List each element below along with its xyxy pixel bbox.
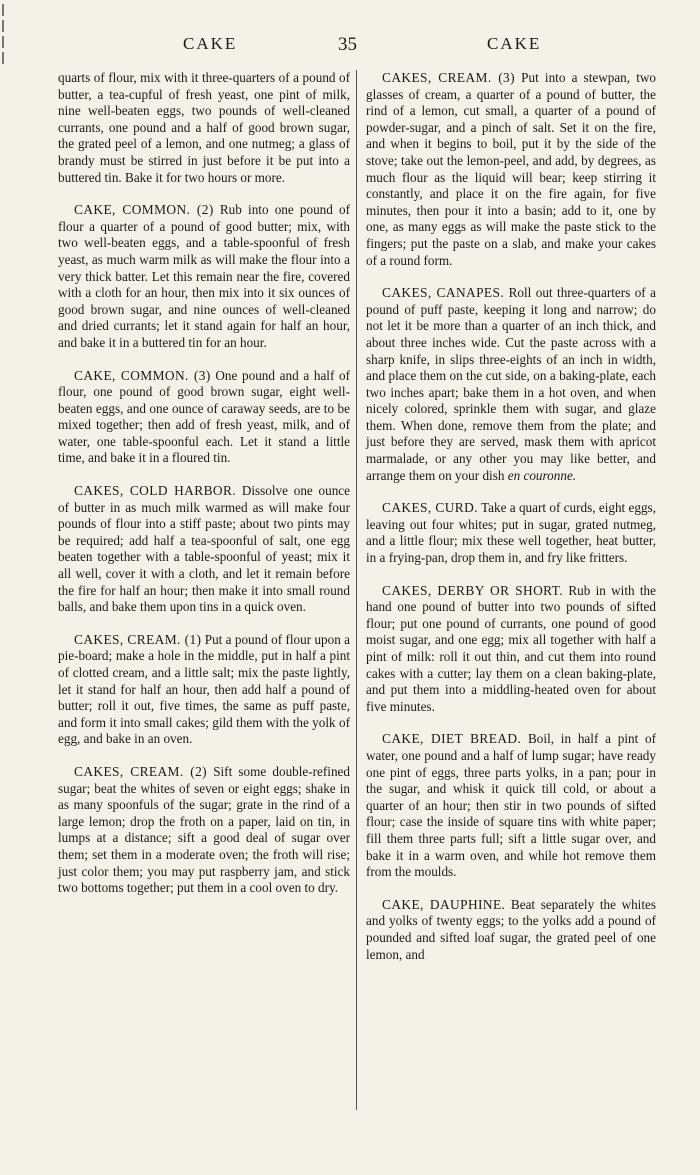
entry-title: CAKES, CREAM. (3) — [382, 70, 516, 85]
entry-text: Put a pound of flour upon a pie-board; make a hole in the middle, put in half a pint of clotted cream, and a little salt; mix the paste lightly, let it stand for half an hour, then add half a pound of butter; roll it out, five times, the same as puff paste, and form it into small cakes; gild them with the yolk of egg, and bake in an oven. — [58, 631, 351, 747]
column-divider — [356, 70, 357, 1110]
left-column — [58, 70, 350, 913]
entry-title: CAKE, DIET BREAD. — [382, 731, 522, 747]
entry-title: CAKES, CURD. — [382, 500, 478, 516]
entry-title: CAKES, DERBY OR SHORT. — [382, 582, 564, 598]
entry-title: CAKE, DAUPHINE. — [382, 896, 506, 912]
entry-cakes-curd — [366, 500, 656, 566]
entry-cakes-cream-1 — [58, 632, 350, 748]
header-right: CAKE — [487, 34, 542, 53]
entry-title: CAKE, COMMON. (3) — [74, 367, 211, 383]
entry-title: CAKES, COLD HARBOR. — [74, 483, 237, 499]
entry-text: Roll out three-quarters of a pound of puff paste, keeping it long and narrow; do not let it be more than a quarter of an inch thick, and about three inches wide. Cut the paste across with a sharp knife, in slips three-eights of an inch in width, and place them on the cut side, on a baking-plate, each two inches apart; bake them in a hot oven, and when nicely colored, sprinkle them with sugar, and glaze them. When done, remove them from the plate; and just before they are served, mask them with apricot marmalade, or any other you may like better, and arrange them on your dish — [366, 285, 656, 483]
entry-text: Rub in with the hand one pound of butter into two pounds of sifted flour; put one pound of currants, one pound of good moist sugar, and one egg; mix all together with half a pint of milk: roll it out thin, and cut them into round cakes with a cutter; lay them on a clean baking-plate, and put them into a middling-heated oven for about five minutes. — [366, 582, 656, 714]
entry-cakes-cream-2 — [58, 764, 350, 897]
entry-cake-diet-bread — [366, 731, 656, 880]
entry-title: CAKES, CANAPES. — [382, 285, 505, 301]
entry-cakes-cold-harbor — [58, 483, 350, 616]
entry-title: CAKES, CREAM. (2) — [74, 763, 208, 779]
right-column — [366, 70, 656, 979]
entry-cakes-derby — [366, 583, 656, 716]
entry-text: Boil, in half a pint of water, one pound and a half of lump sugar; have ready one pint of eggs, three parts yolks, in a pan; pour in the sugar, and whisk it quick till cold, or about a quarter of an hour; then stir in two pounds of sifted flour; case the inside of square tins with white paper; fill them three parts full; sift a little sugar over, and bake it in a warm oven, and while hot remove them from the moulds. — [366, 731, 657, 880]
entry-text: Sift some double-refined sugar; beat the whites of seven or eight eggs; shake in as many spoonfuls of the sugar; grate in the rind of a large lemon; drop the froth on a paper, laid on tin, in lumps at a distance; sift a good deal of sugar over them; set them in a moderate oven; the froth will rise; just color them; you may put raspberry jam, and stick two bottoms together; put them in a cool oven to dry. — [58, 763, 351, 896]
entry-cake-common-3 — [58, 368, 350, 468]
page-number: 35 — [338, 34, 357, 55]
entry-title: CAKE, COMMON. (2) — [74, 202, 214, 218]
entry-text: Rub into one pound of flour a quarter of a pound of good butter; mix, with two well-beaten eggs, and a table-spoonful of fresh yeast, as much warm milk as will make the flour into a very thick batter. Let this remain near the fire, covered with a cloth for an hour, then mix into it six ounces of good brown sugar, and nine ounces of well-cleaned and dried currants; let it stand again for half an hour, and bake it in a buttered tin for an hour. — [58, 202, 351, 350]
running-header — [0, 34, 700, 60]
entry-italic-phrase: en couronne. — [507, 467, 577, 483]
entry-text: quarts of flour, mix with it three-quarters of a pound of butter, a tea-cupful of fresh yeast, one pint of milk, nine well-beaten eggs, two pounds of well-cleaned currants, one pound and a half of good brown sugar, the grated peel of a lemon, and one nutmeg; a glass of brandy must be stirred in just before it be put into a buttered tin. Bake it for two hours or more. — [58, 70, 350, 185]
header-left: CAKE — [183, 34, 238, 53]
entry-continuation — [58, 70, 350, 186]
entry-text: One pound and a half of flour, one pound of good brown sugar, eight well-beaten eggs, and one ounce of caraway seeds, are to be mixed together; then add of fresh yeast, milk, and of water, one table-spoonful each. Let it stand a little time, and bake it in a floured tin. — [58, 367, 350, 466]
entry-text: Put into a stewpan, two glasses of cream, a quarter of a pound of butter, the rind of a lemon, cut small, a quarter of a pound of powder-sugar, and a pinch of salt. Set it on the fire, and when it begins to boil, put it by the side of the stove; take out the lemon-peel, and add, by degrees, as much flour as the liquid will bear; keep stirring it constantly, and place it on the fire again, for five minutes, then pour it into a basin; add to it, one by one, as many eggs as will make the paste stick to the fingers; put the paste on a slab, and make your cakes of a round form. — [366, 70, 656, 268]
entry-title: CAKES, CREAM. (1) — [74, 631, 202, 647]
entry-text: Beat separately the whites and yolks of twenty eggs; to the yolks add a pound of pounded and sifted loaf sugar, the grated peel of one lemon, and — [366, 896, 656, 962]
entry-text: Take a quart of curds, eight eggs, leaving out four whites; put in sugar, grated nutmeg, and a little flour; mix these well together, heat butter, in a frying-pan, drop them in, and fry like fritters. — [366, 500, 656, 566]
entry-cake-dauphine — [366, 897, 656, 963]
entry-cakes-canapes — [366, 285, 656, 484]
entry-cakes-cream-3 — [366, 70, 656, 269]
entry-text: Dissolve one ounce of butter in as much milk warmed as will make four pounds of flour into a stiff paste; about two pints may be required; add half a tea-spoonful of salt, one egg beaten together with a table-spoonful of yeast; mix it all well, cover it with a cloth, and let it remain before the fire for half an hour; then make it into small round balls, and bake them upon tins in a quick oven. — [58, 483, 350, 615]
entry-cake-common-2 — [58, 202, 350, 351]
